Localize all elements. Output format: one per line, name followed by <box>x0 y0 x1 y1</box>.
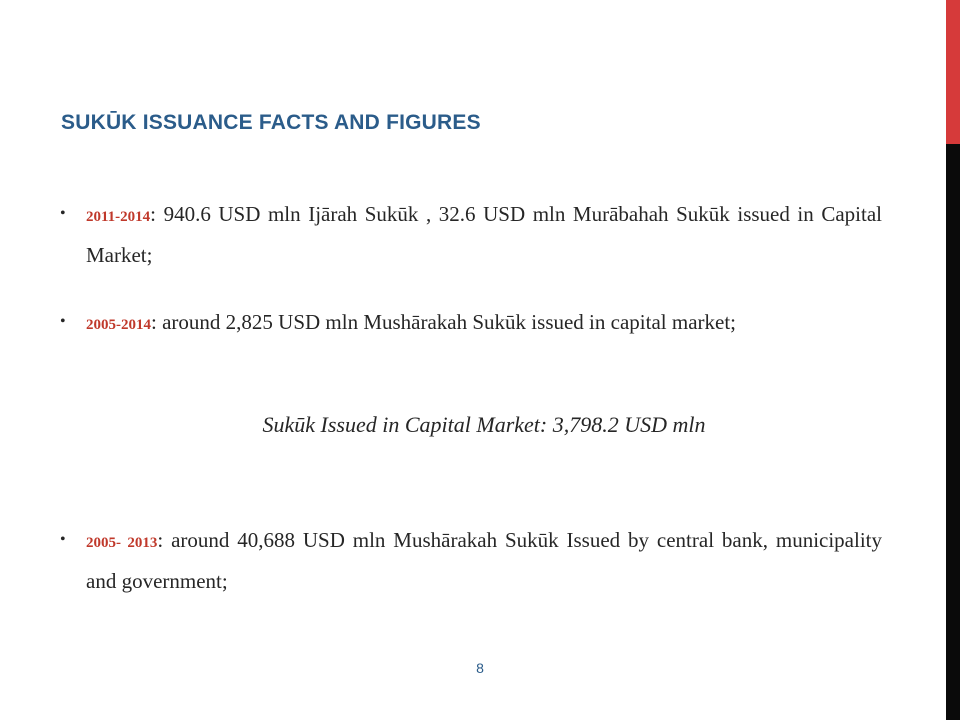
sidebar-accent-red <box>946 0 960 144</box>
bullet-year-label: 2011-2014 <box>86 209 151 225</box>
bullet-item <box>60 195 882 274</box>
bullet-marker: • <box>60 205 66 222</box>
page-number: 8 <box>476 660 484 676</box>
bullet-text: : 940.6 USD mln Ijārah Sukūk , 32.6 USD mln Murābahah Sukūk issued in Capital Market; <box>86 202 882 267</box>
summary-total: Sukūk Issued in Capital Market: 3,798.2 USD mln <box>262 412 706 437</box>
bullet-item <box>60 521 882 600</box>
bullet-text-block <box>86 195 882 274</box>
bullet-text: : around 40,688 USD mln Mushārakah Sukūk Issued by central bank, municipality and government; <box>86 528 883 593</box>
bullet-item <box>60 303 882 344</box>
bullet-year-label: 2005- 2013 <box>86 535 158 551</box>
bullet-year-label: 2005-2014 <box>86 317 151 333</box>
sidebar-accent-black <box>946 144 960 720</box>
bullet-marker: • <box>60 313 66 330</box>
bullet-marker: • <box>60 531 66 548</box>
bullet-text: : around 2,825 USD mln Mushārakah Sukūk issued in capital market; <box>151 310 736 334</box>
bullet-text-block <box>86 303 882 344</box>
slide-title: SUKŪK ISSUANCE FACTS AND FIGURES <box>61 111 481 134</box>
bullet-text-block <box>86 521 882 600</box>
